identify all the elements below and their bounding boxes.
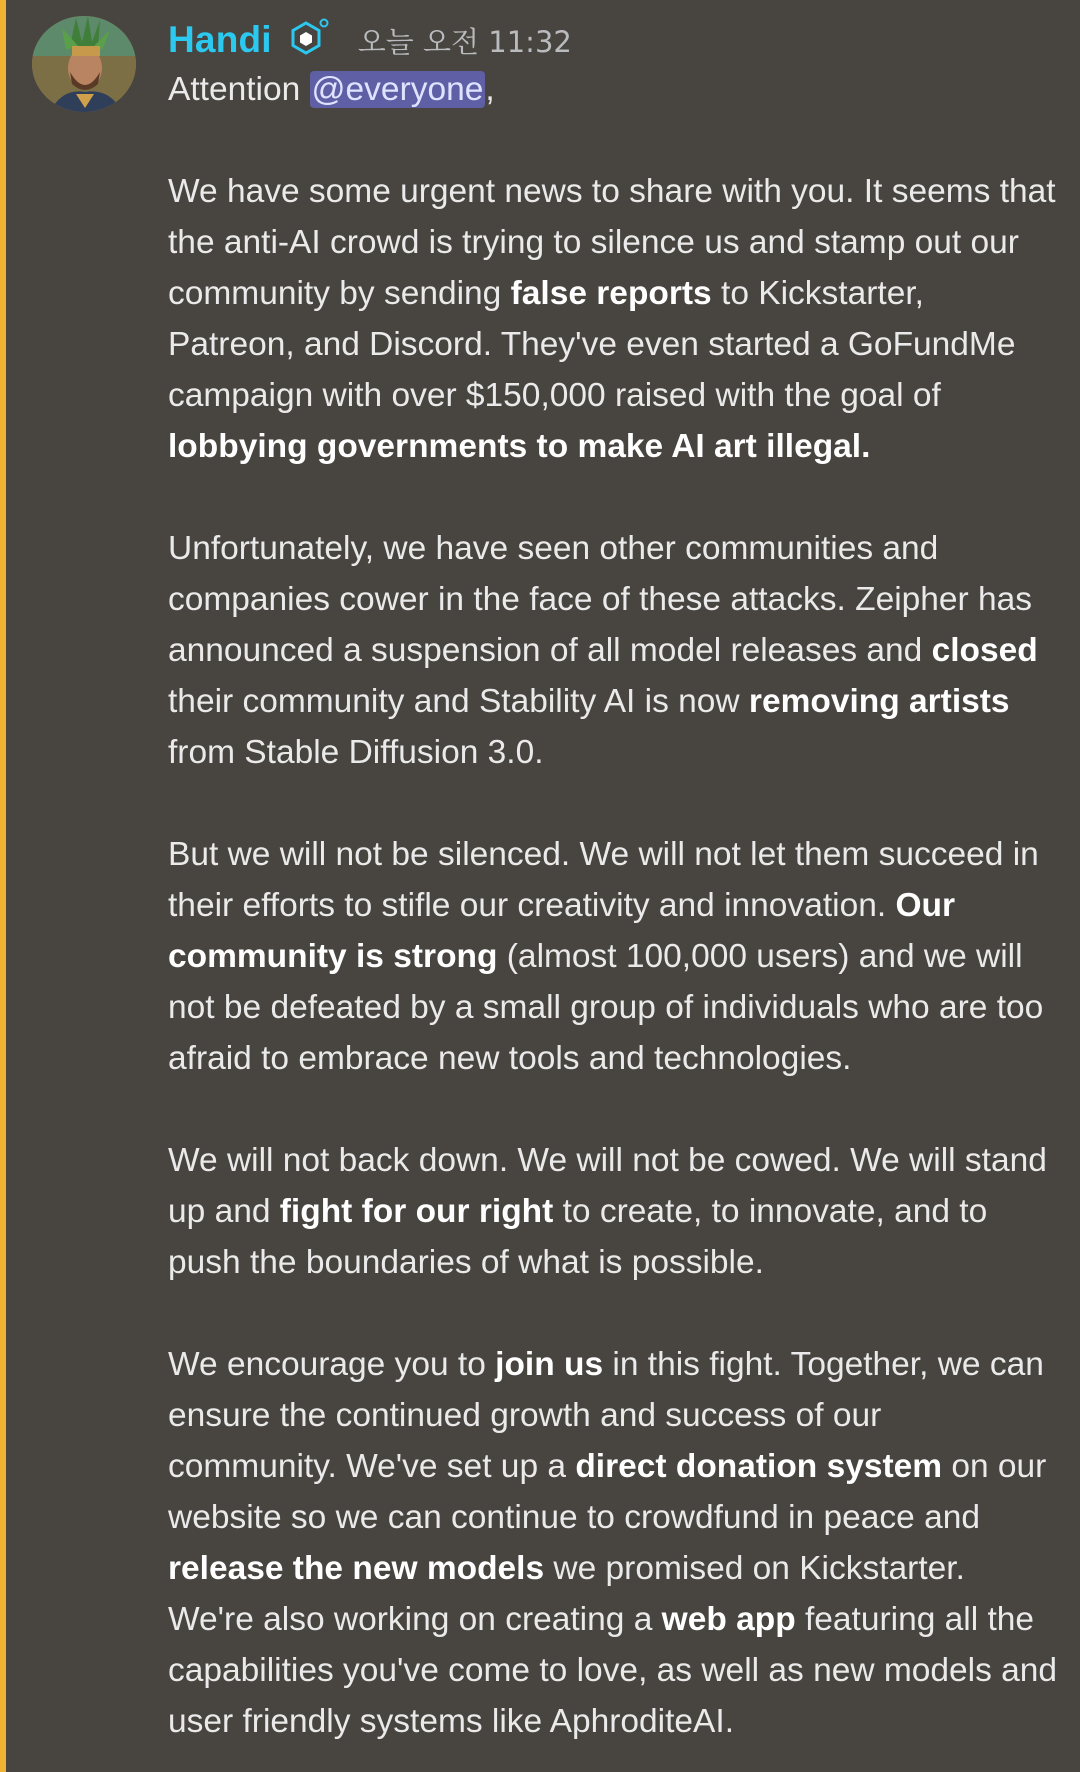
message-header xyxy=(168,12,572,68)
paragraph-5: We encourage you to join us in this fight. Together, we can ensure the continued growth and success of our community. We've set up a direct donation system on our website so we can continue to crowdfund in peace and release the new models we promised on Kickstarter. We're also working on creating a web app featuring all the capabilities you've come to love, as well as new models and user friendly systems like AphroditeAI. xyxy=(168,1346,1058,1740)
hexagon-badge-icon[interactable] xyxy=(286,17,332,63)
author-name[interactable]: Handi xyxy=(168,19,272,60)
message-content xyxy=(168,64,1058,1747)
paragraph-4: We will not back down. We will not be cowed. We will stand up and fight for our right to create, to innovate, and to push the boundaries of what is possible. xyxy=(168,1142,1047,1281)
paragraph-1: We have some urgent news to share with you. It seems that the anti-AI crowd is trying to silence us and stamp out our community by sending false reports to Kickstarter, Patreon, and Discord. They've even started a GoFundMe campaign with over $150,000 raised with the goal of lobbying governments to make AI art illegal. xyxy=(168,173,1056,465)
avatar[interactable] xyxy=(32,16,136,112)
paragraph-2: Unfortunately, we have seen other communities and companies cower in the face of these attacks. Zeipher has announced a suspension of all model releases and closed their community and Stability AI is now removing artists from Stable Diffusion 3.0. xyxy=(168,530,1038,771)
everyone-mention[interactable]: @everyone xyxy=(311,71,484,108)
timestamp[interactable]: 오늘 오전 11:32 xyxy=(357,24,572,59)
avatar-image xyxy=(32,16,136,112)
paragraph-3: But we will not be silenced. We will not let them succeed in their efforts to stifle our creativity and innovation. Our community is strong (almost 100,000 users) and we will not be defeated by a small group of individuals who are too afraid to embrace new tools and technologies. xyxy=(168,836,1044,1077)
mention-highlight-bar xyxy=(0,0,6,1772)
greeting-line: Attention @everyone, xyxy=(168,71,495,108)
